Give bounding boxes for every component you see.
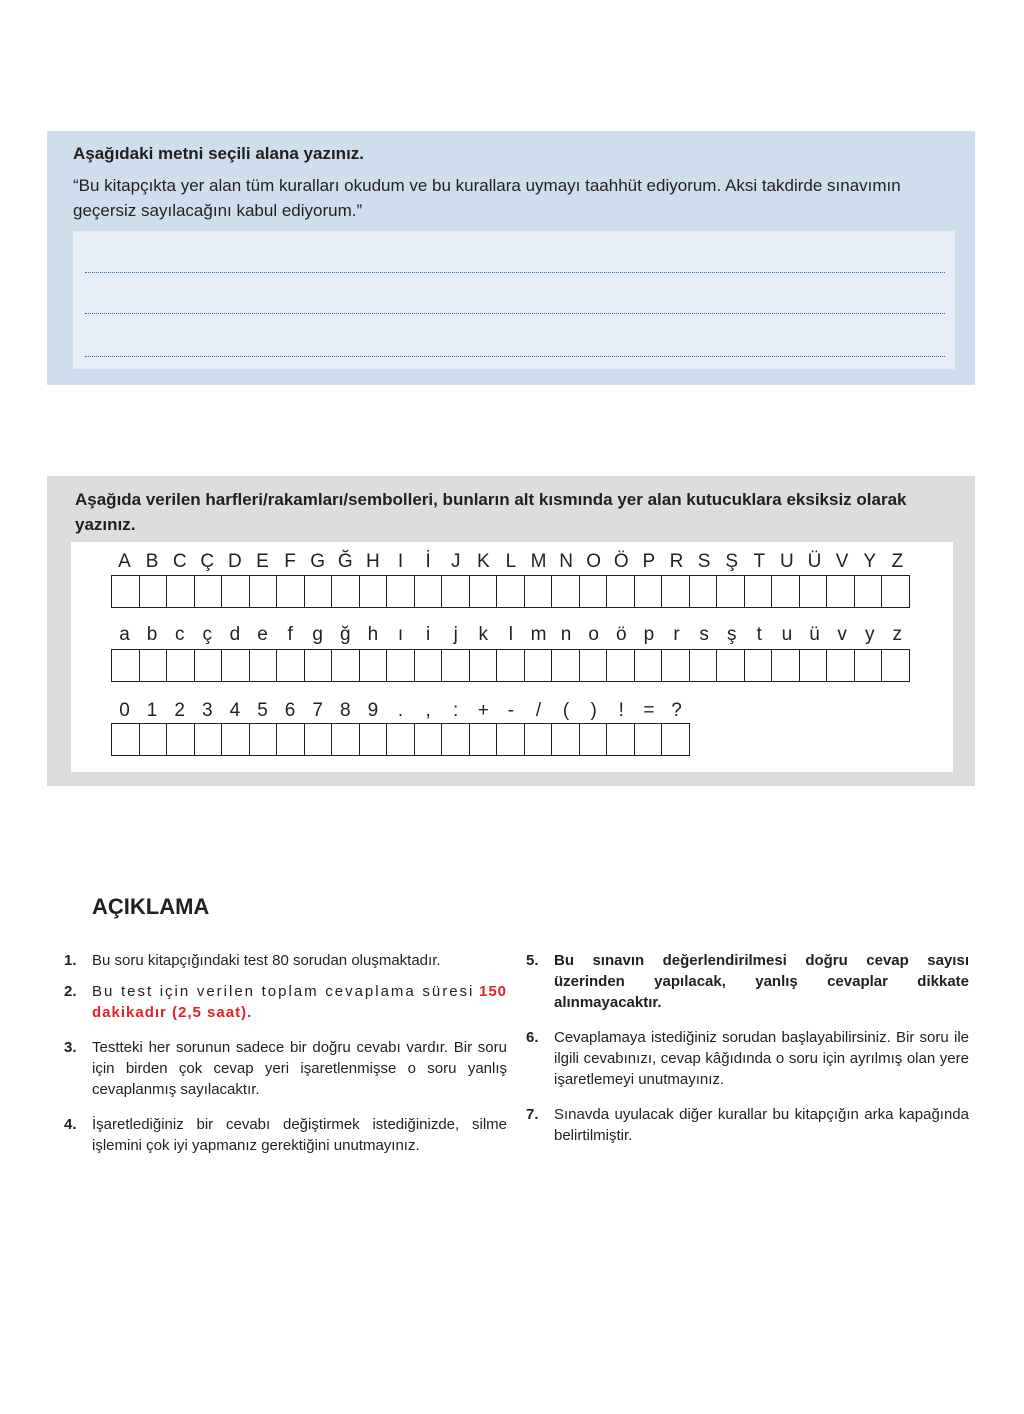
copy-character: N (559, 551, 573, 572)
copy-character: B (145, 551, 159, 572)
character-input-box[interactable] (881, 649, 910, 682)
character-input-box[interactable] (469, 723, 497, 756)
character-input-box[interactable] (771, 575, 799, 608)
character-input-box[interactable] (304, 575, 332, 608)
character-input-box[interactable] (221, 575, 249, 608)
copy-character: R (669, 551, 684, 572)
copy-character: İ (425, 551, 431, 572)
copy-character: ğ (340, 624, 351, 645)
copy-character: d (229, 624, 241, 645)
explanation-title: AÇIKLAMA (92, 894, 210, 919)
copy-character: P (642, 551, 656, 572)
character-input-box[interactable] (221, 723, 249, 756)
copy-character: 5 (257, 700, 268, 721)
copy-character: n (560, 624, 572, 645)
copy-character: ç (202, 624, 213, 645)
character-input-box[interactable] (661, 575, 689, 608)
character-input-box[interactable] (331, 723, 359, 756)
copy-character: 2 (174, 700, 185, 721)
copy-character: 4 (229, 700, 241, 721)
character-input-box[interactable] (166, 649, 194, 682)
character-input-box[interactable] (414, 723, 442, 756)
character-input-box[interactable] (304, 723, 332, 756)
character-input-box[interactable] (194, 575, 222, 608)
item-text: Bu soru kitapçığındaki test 80 sorudan oluşmaktadır. (92, 952, 441, 969)
copy-character: J (450, 551, 461, 572)
copy-character: ü (809, 624, 820, 645)
copy-character: p (643, 624, 655, 645)
character-input-box[interactable] (854, 649, 882, 682)
write-line (85, 356, 945, 357)
statement-section (47, 131, 975, 385)
copy-character: r (673, 624, 680, 645)
copy-character: 3 (202, 700, 213, 721)
copy-character: D (228, 551, 242, 572)
character-input-box[interactable] (166, 575, 194, 608)
character-input-box[interactable] (634, 649, 662, 682)
copy-character: o (588, 624, 599, 645)
copy-character: z (892, 624, 903, 645)
character-input-box[interactable] (276, 723, 304, 756)
character-input-box[interactable] (359, 649, 387, 682)
character-input-box[interactable] (386, 649, 414, 682)
character-input-box[interactable] (359, 575, 387, 608)
item-number: 1. (64, 952, 77, 969)
copy-character: Ü (807, 551, 822, 572)
copy-character: M (530, 551, 547, 572)
character-input-box[interactable] (744, 649, 772, 682)
copy-character: g (312, 624, 323, 645)
copy-character: ! (618, 700, 624, 721)
copy-character: . (397, 700, 404, 721)
character-input-box[interactable] (524, 575, 552, 608)
copy-character: T (753, 551, 766, 572)
copy-character: U (780, 551, 794, 572)
copy-character: , (425, 700, 431, 721)
copy-character: Ş (725, 551, 739, 572)
character-input-box[interactable] (441, 723, 469, 756)
character-input-box[interactable] (221, 649, 249, 682)
copy-character: 7 (312, 700, 323, 721)
character-input-box[interactable] (606, 649, 634, 682)
character-input-box[interactable] (139, 723, 167, 756)
character-input-box[interactable] (661, 649, 689, 682)
explanation-item (64, 1037, 507, 1100)
copy-character: H (366, 551, 380, 572)
symbols-boxes (111, 723, 690, 755)
uppercase-boxes (111, 575, 910, 607)
character-input-box[interactable] (111, 575, 139, 608)
copy-character: - (507, 700, 515, 721)
explanation-item (64, 950, 507, 971)
explanation-item (64, 981, 507, 1023)
statement-quote: “Bu kitapçıkta yer alan tüm kuralları okudum ve bu kurallara uymayı taahhüt ediyorum. Aksi takdirde sınavımın geçersiz sayılacağını kabul ediyorum.” (73, 176, 901, 220)
character-input-box[interactable] (524, 723, 552, 756)
copy-character: Z (891, 551, 904, 572)
copy-character: K (476, 551, 490, 572)
character-input-box[interactable] (606, 723, 634, 756)
character-input-box[interactable] (496, 723, 524, 756)
item-text: Cevaplamaya istediğiniz sorudan başlayabilirsiniz. Bir soru ile ilgili cevabınızı, cevap kâğıdında o soru için ayrılmış olan yere işaretlemeyi unutmayınız. (554, 1029, 969, 1088)
character-input-box[interactable] (551, 649, 579, 682)
character-input-box[interactable] (524, 649, 552, 682)
character-input-box[interactable] (414, 649, 442, 682)
copy-character: k (478, 624, 489, 645)
character-input-box[interactable] (551, 575, 579, 608)
copy-character: u (781, 624, 793, 645)
item-text: Bu test için verilen toplam cevaplama süresi (92, 983, 475, 1000)
copy-character: ? (671, 700, 682, 721)
copy-character: C (172, 551, 187, 572)
character-input-box[interactable] (716, 575, 744, 608)
copy-character: 8 (340, 700, 351, 721)
copy-character: l (508, 624, 513, 645)
character-input-box[interactable] (799, 575, 827, 608)
statement-write-area[interactable] (73, 231, 955, 369)
copy-character: + (477, 700, 489, 721)
character-input-box[interactable] (386, 575, 414, 608)
copy-character: ( (562, 700, 570, 721)
character-input-box[interactable] (441, 575, 469, 608)
copy-character: t (756, 624, 762, 645)
copy-character: / (535, 700, 542, 721)
copy-character: L (505, 551, 517, 572)
copy-character: c (174, 624, 185, 645)
character-input-box[interactable] (551, 723, 579, 756)
copy-character: a (119, 624, 130, 645)
character-input-box[interactable] (881, 575, 910, 608)
character-input-box[interactable] (276, 575, 304, 608)
copy-character: F (284, 551, 296, 572)
character-input-box[interactable] (304, 649, 332, 682)
copy-character: 9 (367, 700, 379, 721)
copy-character: b (146, 624, 158, 645)
explanation-item (64, 1114, 507, 1156)
write-line (85, 272, 945, 273)
character-input-box[interactable] (689, 575, 717, 608)
copy-character: ) (590, 700, 597, 721)
item-number: 2. (64, 983, 77, 1000)
character-input-box[interactable] (111, 649, 139, 682)
character-input-box[interactable] (799, 649, 827, 682)
character-input-box[interactable] (441, 649, 469, 682)
character-copy-section (47, 476, 975, 786)
character-input-box[interactable] (579, 649, 607, 682)
copy-character: O (586, 551, 602, 572)
copy-character: Y (863, 551, 877, 572)
character-input-box[interactable] (139, 575, 167, 608)
copy-character: Ç (200, 551, 215, 572)
copy-character: G (310, 551, 326, 572)
item-number: 4. (64, 1116, 77, 1133)
character-input-box[interactable] (469, 649, 497, 682)
explanation-column-right (526, 950, 969, 1156)
character-input-box[interactable] (854, 575, 882, 608)
copy-character: s (699, 624, 709, 645)
item-number: 5. (526, 952, 539, 969)
character-input-box[interactable] (606, 575, 634, 608)
character-input-box[interactable] (689, 649, 717, 682)
explanation-item (526, 950, 969, 1013)
character-input-box[interactable] (386, 723, 414, 756)
character-input-box[interactable] (139, 649, 167, 682)
copy-character: i (425, 624, 431, 645)
character-input-box[interactable] (496, 649, 524, 682)
copy-character: I (397, 551, 404, 572)
explanation-column-left (64, 950, 507, 1166)
item-text: Sınavda uyulacak diğer kurallar bu kitapçığın arka kapağında belirtilmiştir. (554, 1106, 969, 1144)
copy-character: 6 (284, 700, 296, 721)
item-text: İşaretlediğiniz bir cevabı değiştirmek istediğinizde, silme işlemini çok iyi yapmanız gerektiğini unutmayınız. (92, 1116, 507, 1154)
character-input-box[interactable] (194, 649, 222, 682)
copy-character: : (453, 700, 459, 721)
copy-character: ö (616, 624, 627, 645)
character-input-box[interactable] (634, 575, 662, 608)
character-input-box[interactable] (194, 723, 222, 756)
copy-character: y (864, 624, 875, 645)
character-input-box[interactable] (716, 649, 744, 682)
copy-character: V (835, 551, 849, 572)
copy-character: j (453, 624, 458, 645)
character-input-box[interactable] (249, 649, 277, 682)
copy-character: Ğ (337, 551, 353, 572)
character-input-box[interactable] (331, 575, 359, 608)
character-input-box[interactable] (276, 649, 304, 682)
copy-character: 0 (119, 700, 130, 721)
copy-character: Ö (613, 551, 629, 572)
character-input-box[interactable] (771, 649, 799, 682)
item-number: 3. (64, 1039, 77, 1056)
copy-character: ş (726, 624, 737, 645)
copy-character: ı (397, 624, 404, 645)
copy-character: 1 (146, 700, 158, 721)
statement-instruction: Aşağıdaki metni seçili alana yazınız. (73, 144, 365, 163)
character-grid-panel (71, 542, 953, 772)
item-text: Testteki her sorunun sadece bir doğru cevabı vardır. Bir soru için birden çok cevap yeri işaretlenmişse o soru yanlış cevaplanmış sayılacaktır. (92, 1039, 507, 1098)
explanation-item (526, 1104, 969, 1146)
copy-character: = (643, 700, 655, 721)
item-number: 6. (526, 1029, 539, 1046)
item-text: Bu sınavın değerlendirilmesi doğru cevap sayısı üzerinden yapılacak, yanlış cevaplar dikkate alınmayacaktır. (554, 952, 969, 1011)
write-line (85, 313, 945, 314)
character-input-box[interactable] (661, 723, 690, 756)
copy-character: f (287, 624, 293, 645)
copy-character: e (257, 624, 268, 645)
character-input-box[interactable] (359, 723, 387, 756)
character-input-box[interactable] (331, 649, 359, 682)
character-input-box[interactable] (826, 649, 854, 682)
explanation-item (526, 1027, 969, 1090)
character-input-box[interactable] (579, 723, 607, 756)
character-input-box[interactable] (249, 723, 277, 756)
character-input-box[interactable] (249, 575, 277, 608)
character-input-box[interactable] (826, 575, 854, 608)
copy-character: A (118, 551, 131, 572)
copy-character: S (697, 551, 711, 572)
character-copy-instruction: Aşağıda verilen harfleri/rakamları/sembolleri, bunların alt kısmında yer alan kutucuklara eksiksiz olarak yazınız. (75, 490, 907, 534)
character-input-box[interactable] (414, 575, 442, 608)
character-input-box[interactable] (166, 723, 194, 756)
duration-highlight: 150 dakikadır (2,5 saat). (92, 983, 508, 1021)
character-input-box[interactable] (579, 575, 607, 608)
copy-character: h (367, 624, 379, 645)
lowercase-boxes (111, 649, 910, 681)
copy-character: E (256, 551, 269, 572)
character-input-box[interactable] (496, 575, 524, 608)
character-input-box[interactable] (469, 575, 497, 608)
character-input-box[interactable] (744, 575, 772, 608)
character-input-box[interactable] (111, 723, 139, 756)
item-number: 7. (526, 1106, 539, 1123)
copy-character: v (837, 624, 847, 645)
character-input-box[interactable] (634, 723, 662, 756)
copy-character: m (530, 624, 547, 645)
